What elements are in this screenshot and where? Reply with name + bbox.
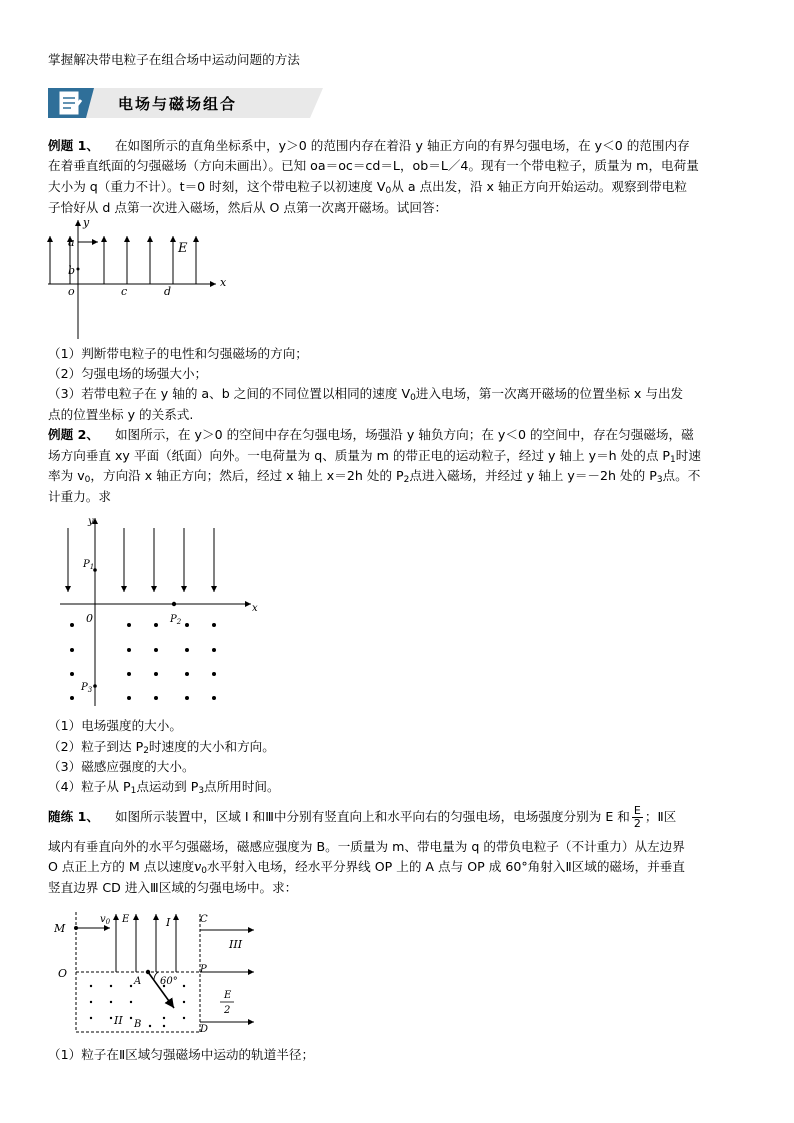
fig2-origin-label: 0 bbox=[86, 612, 93, 625]
drill-line-1: 随练 1、 如图所示装置中，区域 I 和Ⅲ中分别有竖直向上和水平向右的匀强电场，电场强度分别为 E 和 $\frac{E}{2}$ ；Ⅱ区 bbox=[48, 804, 677, 830]
fig3-v0-label: $v_0$ bbox=[100, 914, 111, 926]
ex2-q3: （3）磁感应强度的大小。 bbox=[48, 759, 195, 774]
fig3-III-label: III bbox=[229, 938, 243, 951]
fig3-I-label: I bbox=[166, 916, 171, 929]
ex2-line-4: 计重力。求 bbox=[48, 489, 111, 504]
ex1-q2: （2）匀强电场的场强大小； bbox=[48, 366, 208, 381]
fig3-A-label: A bbox=[134, 976, 142, 987]
fig1-c-label: c bbox=[121, 285, 128, 298]
fig3-O-label: O bbox=[58, 967, 68, 980]
fig3-angle-label: 60° bbox=[160, 976, 178, 987]
drill-figure bbox=[54, 906, 264, 1036]
fig1-a-label: a bbox=[68, 236, 75, 249]
ex2-line-2: 场方向垂直 xy 平面（纸面）向外。一电荷量为 q、质量为 m 的带正电的运动粒子，经过 y 轴上 y＝h 处的点 $P_1$时速 bbox=[48, 448, 701, 465]
drill-label: 随练 1、 bbox=[48, 809, 99, 824]
ex1-line-2: 在着垂直纸面的匀强磁场（方向未画出）。已知 oa＝oc＝cd＝L，ob＝L／4。现有一个带电粒子，质量为 m，电荷量 bbox=[48, 158, 699, 173]
fig3-B-label: B bbox=[134, 1019, 142, 1030]
ex1-q3: （3）若带电粒子在 y 轴的 a、b 之间的不同位置以相同的速度 $V_0$进入电场，第一次离开磁场的位置坐标 x 与出发 bbox=[48, 386, 684, 403]
page-title: 掌握解决带电粒子在组合场中运动问题的方法 bbox=[48, 52, 300, 67]
ex2-q2: （2）粒子到达 $P_2$时速度的大小和方向。 bbox=[48, 739, 275, 756]
ex1-line-3: 大小为 q（重力不计）。t＝0 时刻，这个带电粒子以初速度 $V_0$从 a 点出发，沿 x 轴正方向开始运动。观察到带电粒 bbox=[48, 179, 687, 196]
ex2-line-3: 率为 $v_0$，方向沿 x 轴正方向；然后，经过 x 轴上 x＝2h 处的 $P_2$点进入磁场，并经过 y 轴上 y＝－2h 处的 $P_3$点。不 bbox=[48, 468, 701, 485]
fig2-P2-label: $P_3$ bbox=[81, 682, 93, 694]
ex2-q4: （4）粒子从 $P_1$点运动到 $P_3$点所用时间。 bbox=[48, 779, 280, 796]
drill-fraction: $\frac{E}{2}$ bbox=[633, 804, 641, 830]
fig1-y-label: y bbox=[83, 216, 90, 229]
fig3-M-label: M bbox=[54, 922, 66, 935]
fig1-o-label: o bbox=[68, 285, 75, 298]
section-header bbox=[48, 86, 328, 120]
ex1-line-4: 子恰好从 d 点第一次进入磁场，然后从 O 点第一次离开磁场。试回答： bbox=[48, 200, 448, 215]
ex1-label: 例题 1、 bbox=[48, 138, 99, 153]
fig3-P-label: P bbox=[200, 964, 207, 975]
fig1-b-label: b bbox=[68, 264, 76, 277]
fig3-II-label: II bbox=[114, 1014, 123, 1027]
fig1-x-label: x bbox=[220, 276, 227, 289]
fig2-x-label: x bbox=[252, 603, 258, 614]
ex1-q3-cont: 点的位置坐标 y 的关系式. bbox=[48, 407, 194, 422]
drill-line-2: 域内有垂直向外的水平匀强磁场，磁感应强度为 B。一质量为 m、带电量为 q 的带负电粒子（不计重力）从左边界 bbox=[48, 839, 685, 854]
ex1-line-1: 例题 1、 在如图所示的直角坐标系中，y＞0 的范围内存在着沿 y 轴正方向的有界匀强电场，在 y＜0 的范围内存 bbox=[48, 138, 690, 153]
ex2-label: 例题 2、 bbox=[48, 427, 99, 442]
ex1-q1: （1）判断带电粒子的电性和匀强磁场的方向； bbox=[48, 346, 308, 361]
ex1-figure bbox=[40, 214, 240, 344]
fig2-y-label: y bbox=[88, 516, 94, 527]
fig2-P1-label: $P_1$ bbox=[83, 559, 95, 571]
fig1-d-label: d bbox=[164, 285, 172, 298]
fig3-E2-num: E bbox=[224, 990, 232, 1001]
section-title: 电场与磁场组合 bbox=[118, 95, 238, 113]
drill-q1: （1）粒子在Ⅱ区域匀强磁场中运动的轨道半径； bbox=[48, 1047, 315, 1062]
fig3-E2-den: 2 bbox=[224, 1005, 231, 1016]
fig3-D-label: D bbox=[200, 1024, 209, 1035]
ex2-q1: （1）电场强度的大小。 bbox=[48, 718, 182, 733]
ex2-figure bbox=[48, 510, 263, 710]
fig2-P3-label: $P_2$ bbox=[170, 614, 182, 626]
drill-line-3: O 点正上方的 M 点以速度$v_0$水平射入电场，经水平分界线 OP 上的 A 点与 OP 成 60°角射入Ⅱ区域的磁场，并垂直 bbox=[48, 859, 685, 876]
fig3-E-label: E bbox=[122, 914, 130, 925]
fig3-C-label: C bbox=[200, 914, 208, 925]
ex2-line-1: 例题 2、 如图所示，在 y＞0 的空间中存在匀强电场，场强沿 y 轴负方向；在 y＜0 的空间中，存在匀强磁场，磁 bbox=[48, 427, 694, 442]
fig1-E-label: E bbox=[178, 241, 188, 256]
drill-line-4: 竖直边界 CD 进入Ⅲ区域的匀强电场中。求： bbox=[48, 880, 298, 895]
